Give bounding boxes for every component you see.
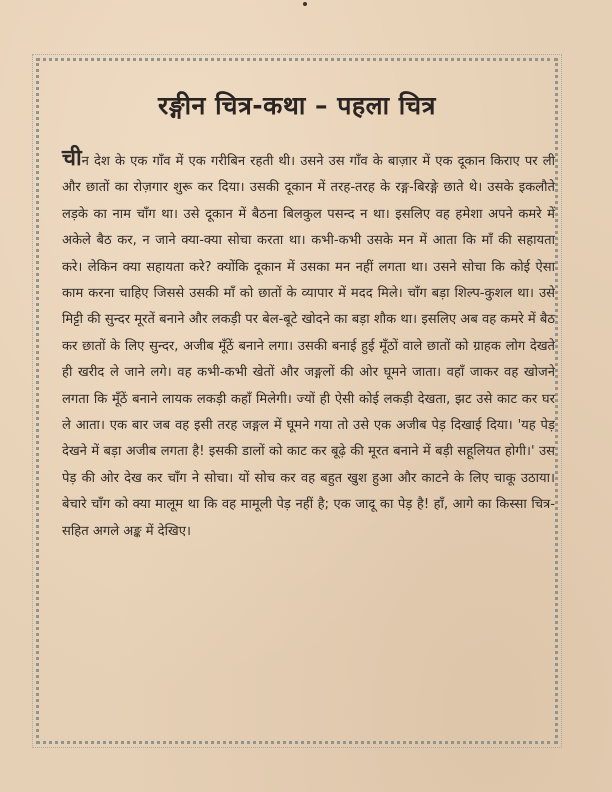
page-title: रङ्गीन चित्र-कथा – पहला चित्र bbox=[158, 91, 436, 120]
print-dot bbox=[303, 2, 307, 6]
story-text: न देश के एक गाँव में एक गरीबिन रहती थी। उसने उस गाँव के बाज़ार में एक दूकान किराए पर ली और छातों का रोज़गार शुरू कर दिया। उसकी दूकान में तरह-तरह के रङ्ग-बिरङ्गे छाते थे। उसके इकलौते लड़के का नाम चाँग था। उसे दूकान में बैठना बिलकुल पसन्द न था। इसलिए वह हमेशा अपने कमरे में अकेले बैठ कर, न जाने क्या-क्या सोचा करता था। कभी-कभी उसके मन में आता कि माँ की सहायता करे। लेकिन क्या सहायता करे? क्योंकि दूकान में उसका मन नहीं लगता था। उसने सोचा कि कोई ऐसा काम करना चाहिए जिससे उसकी माँ को छातों के व्यापार में मदद मिले। चाँग बड़ा शिल्प-कुशल था। उसे मिट्टी की सुन्दर मूरतें बनाने और लकड़ी पर बेल-बूटे खोदने का बड़ा शौक था। इसलिए अब वह कमरे में बैठ कर छातों के लिए सुन्दर, अजीब मूँठें बनाने लगा। उसकी बनाई हुई मूँठों वाले छातों को ग्राहक लोग देखते ही खरीद ले जाने लगे। वह कभी-कभी खेतों और जङ्गलों की ओर घूमने जाता। वहाँ जाकर वह खोजने लगता कि मूँठें बनाने लायक लकड़ी कहाँ मिलेगी। ज्यों ही ऐसी कोई लकड़ी देखता, झट उसे काट कर घर ले आता। एक बार जब वह इसी तरह जङ्गल में घूमने गया तो उसे एक अजीब पेड़ दिखाई दिया। 'यह पेड़ देखने में बड़ा अजीब लगता है! इसकी डालों को काट कर बूढ़े की मूरत बनाने में बड़ी सहूलियत होगी।' उस पेड़ की ओर देख कर चाँग ने सोचा। यों सोच कर वह बहुत खुश हुआ और काटने के लिए चाकू उठाया। बेचारे चाँग को क्या मालूम था कि वह मामूली पेड़ नहीं है; एक जादू का पेड़ है! हाँ, आगे का किस्सा चित्र-सहित अगले अङ्क में देखिए। bbox=[62, 154, 555, 539]
drop-cap: ची bbox=[62, 146, 82, 171]
story-paragraph bbox=[62, 148, 555, 545]
